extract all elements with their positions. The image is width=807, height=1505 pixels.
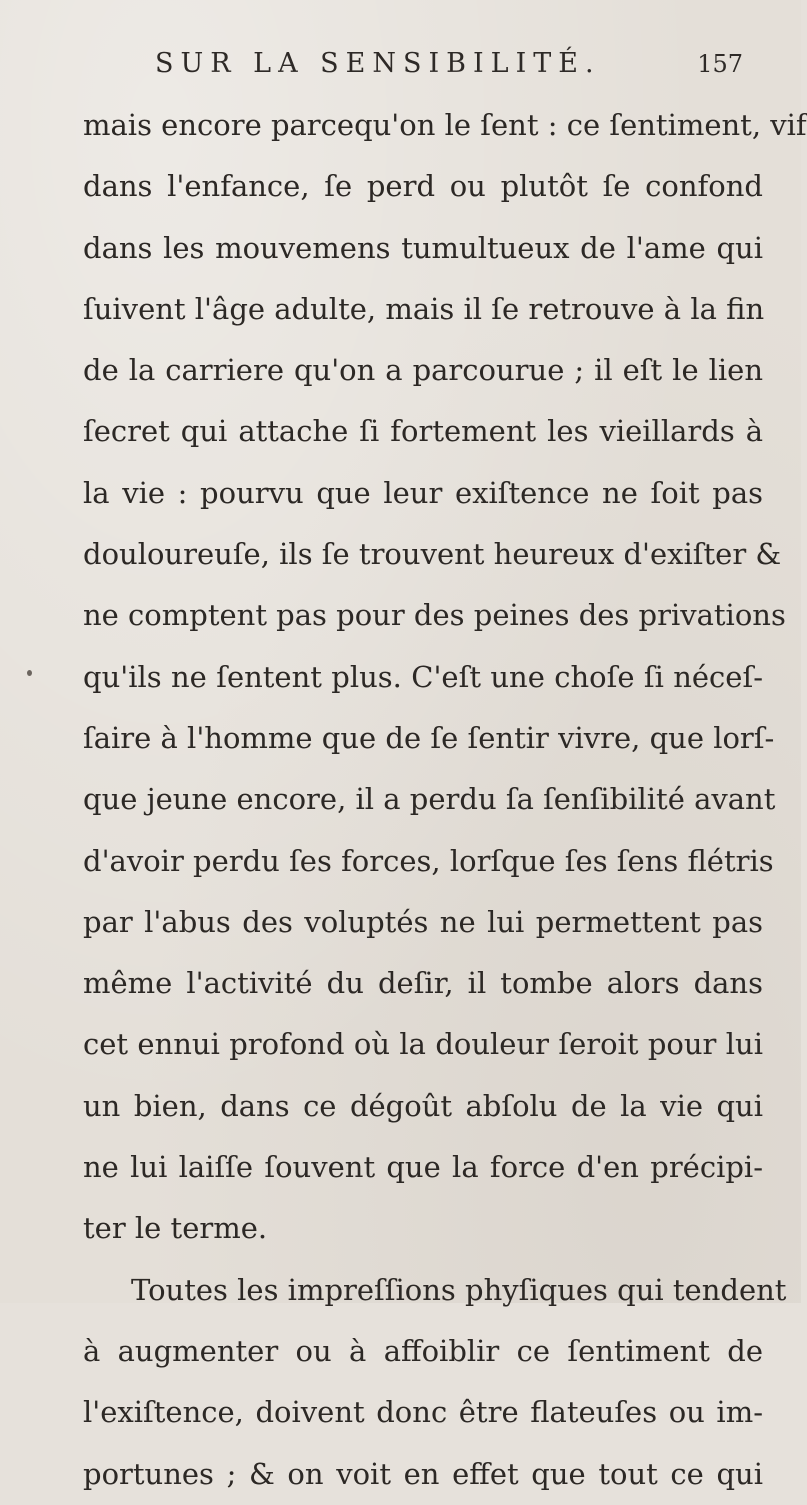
text-line: qu'ils ne ſentent plus. C'eſt une choſe ſi néceſ- [83,659,763,694]
ink-speck [27,670,32,676]
text-line: cet ennui profond où la douleur ſeroit pour lui [83,1027,763,1062]
text-line: même l'activité du deſir, il tombe alors dans [83,966,763,1001]
text-line: mais encore parcequ'on le ſent : ce ſentiment, vif [83,108,807,142]
paragraph-start-line: Toutes les impreſſions phyſiques qui tendent [131,1272,787,1307]
text-line: portunes ; & on voit en effet que tout ce qui [83,1456,763,1491]
text-line: d'avoir perdu ſes forces, lorſque ſes ſens flétris [83,843,774,878]
paragraph-end-line: ter le terme. [83,1211,268,1246]
page-number: 157 [697,50,743,78]
text-line: un bien, dans ce dégoût abſolu de la vie qui [83,1088,763,1123]
text-line: dans l'enfance, ſe perd ou plutôt ſe confond [83,169,763,204]
text-line: ne lui laiſſe ſouvent que la force d'en précipi- [83,1150,763,1185]
text-line: de la carriere qu'on a parcourue ; il eſt le lien [83,353,763,388]
text-line: ſecret qui attache ſi fortement les vieillards à [83,414,763,449]
text-line: douloureuſe, ils ſe trouvent heureux d'exiſter & [83,537,782,572]
text-line: que jeune encore, il a perdu ſa ſenſibilité avant [83,782,776,817]
text-line: dans les mouvemens tumultueux de l'ame qui [83,230,763,265]
page-header [155,48,761,84]
text-line: ſuivent l'âge adulte, mais il ſe retrouve à la fin [83,291,765,326]
running-head: SUR LA SENSIBILITÉ. [155,48,601,79]
text-line: à augmenter ou à affoiblir ce ſentiment de [83,1333,763,1368]
body-text [83,95,807,1505]
text-line: ſaire à l'homme que de ſe ſentir vivre, que lorſ- [83,720,775,755]
text-line: l'exiſtence, doivent donc être flateuſes ou im- [83,1395,763,1430]
text-line: la vie : pourvu que leur exiſtence ne ſoit pas [83,475,763,510]
text-line: ne comptent pas pour des peines des privations [83,598,786,633]
text-line: par l'abus des voluptés ne lui permettent pas [83,904,763,939]
